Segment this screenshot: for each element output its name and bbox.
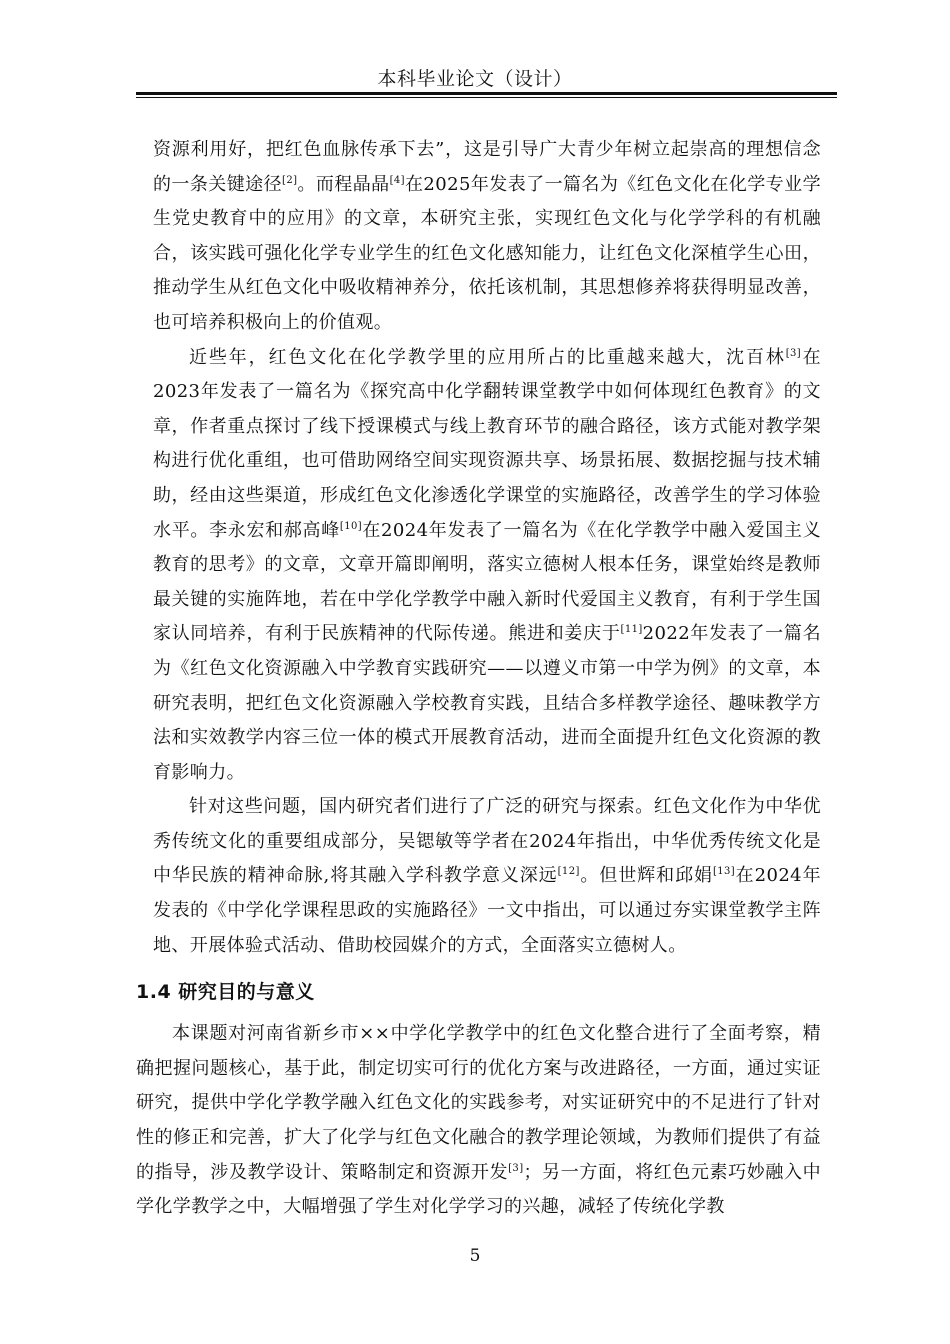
text-run: 2022年发表了一篇名为《红色文化资源融入中学教育实践研究——以遵义市第一中学为例》的文章，本研究表明，把红色文化资源融入学校教育实践，且结合多样教学途径、趣味教学方法和实效教学内容三位一体的模式开展教育活动，进而全面提升红色文化资源的教育影响力。 (153, 623, 821, 783)
header-rule-thin (136, 97, 837, 98)
citation-ref: [13] (712, 866, 736, 878)
paragraph-2 (153, 341, 821, 791)
text-run: 在2023年发表了一篇名为《探究高中化学翻转课堂教学中如何体现红色教育》的文章，作者重点探讨了线下授课模式与线上教育环节的融合路径，该方式能对教学架构进行优化重组，也可借助网络空间实现资源共享、场景拓展、数据挖掘与技术辅助，经由这些渠道，形成红色文化渗透化学课堂的实施路径，改善学生的学习体验水平。李永宏和郝高峰 (153, 346, 822, 541)
text-run: 在2024年发表的《中学化学课程思政的实施路径》一文中指出，可以通过夯实课堂教学主阵地、开展体验式活动、借助校园媒介的方式，全面落实立德树人。 (153, 865, 821, 956)
citation-ref: [3] (785, 347, 802, 359)
header-rule-thick (136, 92, 837, 95)
section-heading: 1.4 研究目的与意义 (136, 981, 315, 1004)
citation-ref: [11] (620, 624, 643, 636)
section-paragraph (136, 1017, 821, 1225)
text-run: ；另一方面，将红色元素巧妙融入中学化学教学之中，大幅增强了学生对化学学习的兴趣，减轻了传统化学教 (136, 1161, 821, 1218)
text-run: 近些年，红色文化在化学教学里的应用所占的比重越来越大，沈百林 (189, 346, 786, 368)
text-run: 。但世辉和邱娟 (579, 865, 713, 887)
text-run: 资源利用好，把红色血脉传承下去”，这是引导广大青少年树立起崇高的理想信念的一条关键途径 (153, 139, 821, 195)
citation-ref: [12] (557, 866, 580, 878)
citation-ref: [2] (282, 174, 298, 186)
text-run: 针对这些问题，国内研究者们进行了广泛的研究与探索。红色文化作为中华优秀传统文化的重要组成部分，吴锶敏等学者在2024年指出，中华优秀传统文化是中华民族的精神命脉,将其融入学科教学意义深远 (153, 796, 821, 887)
paragraph-1 (153, 133, 821, 341)
text-run: 在2025年发表了一篇名为《红色文化在化学专业学生党史教育中的应用》的文章，本研究主张，实现红色文化与化学学科的有机融合，该实践可强化化学专业学生的红色文化感知能力，让红色文化深植学生心田，推动学生从红色文化中吸收精神养分，依托该机制，其思想修养将获得明显改善，也可培养积极向上的价值观。 (153, 173, 821, 333)
main-body (136, 133, 822, 1225)
text-run: 在2024年发表了一篇名为《在化学教学中融入爱国主义教育的思考》的文章，文章开篇即阐明，落实立德树人根本任务，课堂始终是教师最关键的实施阵地，若在中学化学教学中融入新时代爱国主义教育，有利于学生国家认同培养，有利于民族精神的代际传递。熊进和姜庆于 (153, 519, 821, 645)
page-header-title: 本科毕业论文（设计） (377, 68, 573, 90)
citation-ref: [10] (339, 520, 363, 532)
text-run: 本课题对河南省新乡市××中学化学教学中的红色文化整合进行了全面考察，精确把握问题核心，基于此，制定切实可行的优化方案与改进路径，一方面，通过实证研究，提供中学化学教学融入红色文化的实践参考，对实证研究中的不足进行了针对性的修正和完善，扩大了化学与红色文化融合的教学理论领域，为教师们提供了有益的指导，涉及教学设计、策略制定和资源开发 (136, 1023, 821, 1183)
citation-ref: [3] (508, 1162, 524, 1174)
paragraph-3 (153, 790, 821, 963)
page-number: 5 (469, 1246, 481, 1266)
citation-ref: [4] (389, 174, 405, 186)
text-run: 。而程晶晶 (297, 173, 390, 195)
